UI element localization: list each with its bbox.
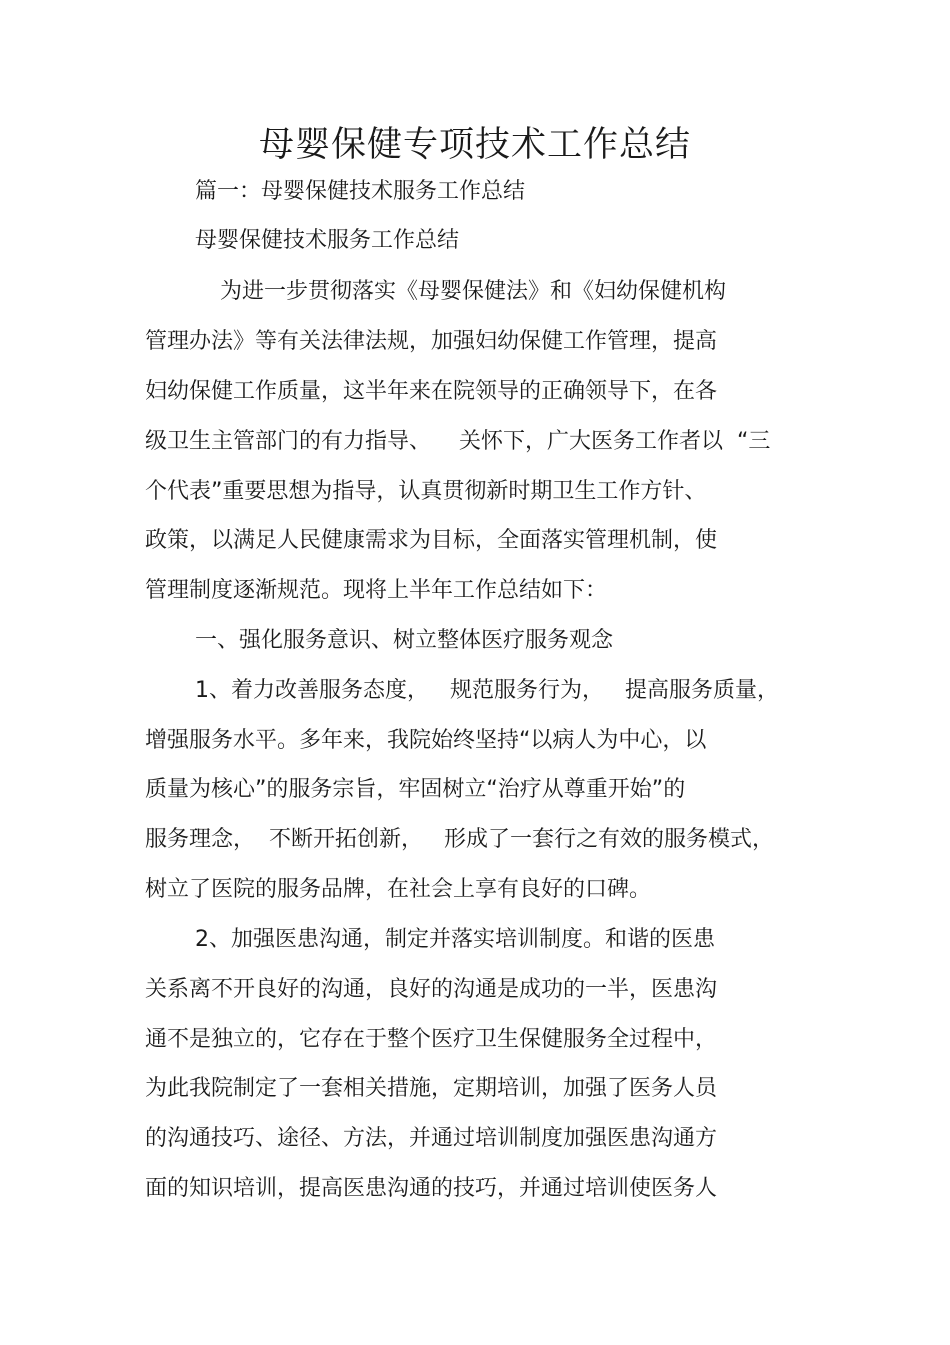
paragraph-line: 质量为核心”的服务宗旨，牢固树立“治疗从尊重开始”的 [145,777,686,802]
paragraph-line: 为进一步贯彻落实《母婴保健法》和《妇幼保健机构 [220,279,727,304]
paragraph-line: 的沟通技巧、途径、方法，并通过培训制度加强医患沟通方 [145,1126,718,1151]
subtitle: 母婴保健技术服务工作总结 [195,228,460,253]
paragraph-line: 级卫生主管部门的有力指导、 关怀下，广大医务工作者以 “三 [145,429,771,454]
paragraph-line: 为此我院制定了一套相关措施，定期培训，加强了医务人员 [145,1076,718,1101]
paragraph-line: 管理制度逐渐规范。现将上半年工作总结如下： [145,578,608,603]
paragraph-line: 树立了医院的服务品牌，在社会上享有良好的口碑。 [145,877,652,902]
paragraph-line: 个代表”重要思想为指导，认真贯彻新时期卫生工作方针、 [145,479,707,504]
section-heading: 一、强化服务意识、树立整体医疗服务观念 [195,628,614,653]
paragraph-line: 管理办法》等有关法律法规，加强妇幼保健工作管理，提高 [145,329,718,354]
paragraph-line: 增强服务水平。多年来，我院始终坚持“以病人为中心，以 [145,728,707,753]
section-heading-part-one: 篇一：母婴保健技术服务工作总结 [195,179,526,204]
paragraph-line: 面的知识培训，提高医患沟通的技巧，并通过培训使医务人 [145,1176,718,1201]
paragraph-line: 2、加强医患沟通，制定并落实培训制度。和谐的医患 [195,927,715,952]
document-title: 母婴保健专项技术工作总结 [258,125,691,165]
paragraph-line: 关系离不开良好的沟通，良好的沟通是成功的一半，医患沟 [145,977,718,1002]
paragraph-line: 服务理念， 不断开拓创新， 形成了一套行之有效的服务模式， [145,827,774,852]
paragraph-line: 妇幼保健工作质量，这半年来在院领导的正确领导下，在各 [145,379,718,404]
paragraph-line: 通不是独立的，它存在于整个医疗卫生保健服务全过程中， [145,1027,718,1052]
paragraph-line: 政策，以满足人民健康需求为目标，全面落实管理机制，使 [145,528,718,553]
paragraph-line: 1、着力改善服务态度， 规范服务行为， 提高服务质量， [195,678,779,703]
